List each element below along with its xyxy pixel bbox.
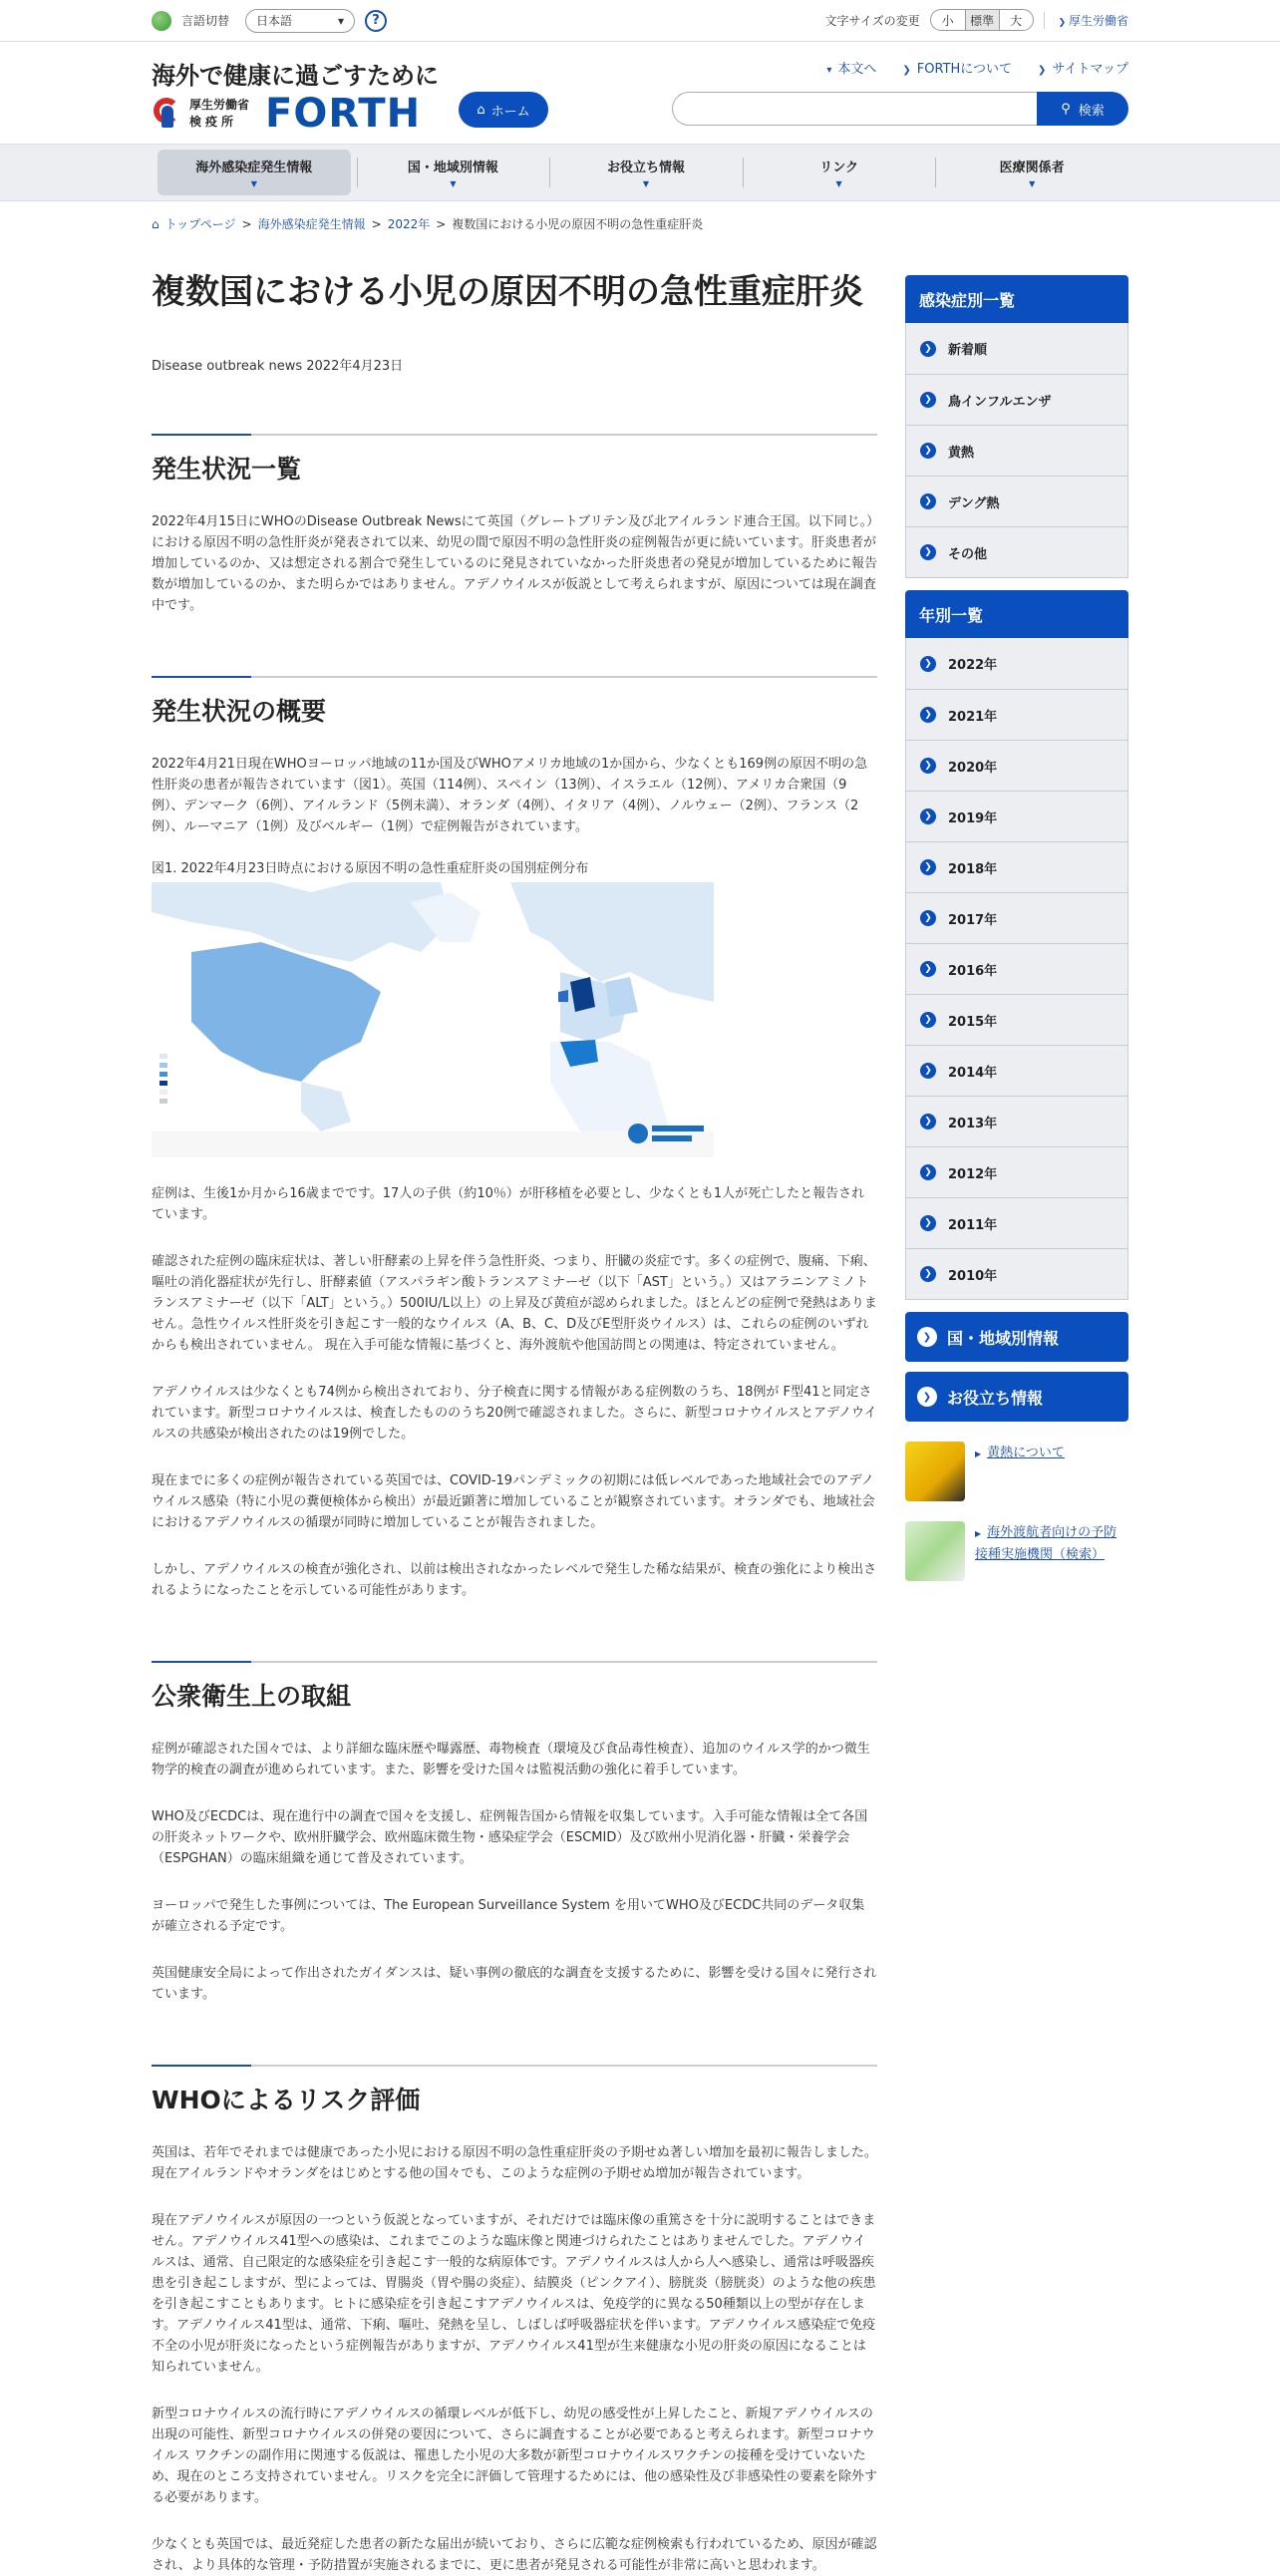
yellow-fever-thumbnail [905,1442,965,1501]
chevron-right-icon: ❯ [920,493,936,509]
chevron-right-icon: ❯ [920,1266,936,1282]
section-public-health-response [152,1661,877,2005]
breadcrumb-outbreak[interactable]: 海外感染症発生情報 [257,217,366,231]
gnav-country-info[interactable] [357,150,550,195]
font-size-switcher [930,9,1034,31]
section-heading: 発生状況一覧 [152,455,302,483]
sidebar-item-year[interactable] [906,740,1127,791]
breadcrumb-top[interactable]: トップページ [164,217,236,231]
section-who-risk-assessment [152,2065,877,2576]
section-paragraph: 2022年4月15日にWHOのDisease Outbreak Newsにて英国（グレートブリテン及び北アイルランド連合王国。以下同じ。）における原因不明の急性肝炎が発表されて以来、幼児の間で原因不明の急性肝炎の症例報告が更に続いています。肝炎患者が増加しているのか、又は想定される割合で発生しているのに発見されていなかった肝炎患者の発見が増加しているために報告数が増加しているのか、また明らかではありません。アデノウイルスが仮説として考えられますが、原因については現在調査中です。 [152,514,878,613]
section-paragraph: 少なくとも英国では、最近発症した患者の新たな届出が続いており、さらに広範な症例検索も行われているため、原因が確認され、より具体的な管理・予防措置が実施されるまでに、更に患者が発見される可能性が非常に高いと思われます。 [152,2537,877,2573]
section-paragraph: 症例は、生後1か月から16歳までです。17人の子供（約10％）が肝移植を必要とし、少なくとも1人が死亡したと報告されています。 [152,1186,865,1222]
sidebar-item-label: 2018年 [948,861,998,877]
sidebar-item-label: 2010年 [948,1268,998,1284]
world-map-image [152,882,714,1157]
sidebar-item-year[interactable] [906,689,1127,740]
vaccination-thumbnail [905,1521,965,1581]
chevron-down-icon: ▼ [450,179,457,188]
sidebar-item-disease[interactable] [906,526,1127,577]
sidebar-item-label: 黄熱 [948,445,975,461]
section-paragraph: 英国健康安全局によって作出されたガイダンスは、疑い事例の徹底的な調査を支援するために、影響を受ける国々に発行されています。 [152,1966,877,2002]
related-link-yellow-fever[interactable] [905,1442,1128,1501]
chevron-right-icon: ❯ [920,1063,936,1079]
sidebar-item-year[interactable] [906,1146,1127,1197]
sidebar-item-label: 2014年 [948,1065,998,1081]
gnav-links[interactable] [743,150,936,195]
chevron-right-icon: ❯ [920,656,936,672]
section-paragraph: 2022年4月21日現在WHOヨーロッパ地域の11か国及びWHOアメリカ地域の1か国から、少なくとも169例の原因不明の急性肝炎の患者が報告されています（図1）。英国（114例）、スペイン（13例）、イスラエル（12例）、アメリカ合衆国（9例）、デンマーク（6例）、アイルランド（5例未満）、オランダ（4例）、イタリア（4例）、ノルウェー（2例）、フランス（2例）、ルーマニア（1例）及びベルギー（1例）で症例報告がされています。 [152,757,868,834]
chevron-right-icon: ❯ [920,1012,936,1028]
sidebar-item-label: 2017年 [948,912,998,928]
chevron-right-icon: ❯ [920,544,936,560]
sidebar-item-label: 2012年 [948,1166,998,1182]
sidebar-item-year[interactable] [906,892,1127,943]
search-icon: ⚲ [1061,101,1071,117]
logo-org-line1: 厚生労働省 [189,98,250,112]
section-heading: 公衆衛生上の取組 [152,1682,352,1711]
section-heading: 発生状況の概要 [152,697,327,726]
font-size-label: 文字サイズの変更 [824,13,920,28]
breadcrumb-current: 複数国における小児の原因不明の急性重症肝炎 [452,217,704,231]
chevron-right-icon: ❯ [902,65,911,76]
header-links [826,58,1128,77]
gnav-label: リンク [819,161,858,175]
chevron-right-icon: ❯ [920,443,936,459]
font-size-large[interactable]: 大 [999,10,1033,30]
chevron-down-icon: ▾ [337,13,345,28]
search-button[interactable] [1037,92,1128,126]
chevron-down-icon: ▼ [250,179,257,188]
chevron-right-icon: ❯ [920,707,936,723]
chevron-right-icon: ❯ [917,1327,937,1347]
site-search [672,92,1128,126]
link-label: FORTHについて [916,62,1013,77]
section-paragraph: WHO及びECDCは、現在進行中の調査で国々を支援し、症例報告国から情報を収集しています。入手可能な情報は全て各国の肝炎ネットワークや、欧州肝臓学会、欧州臨床微生物・感染症学会（ESCMID）及び欧州小児消化器・肝臓・栄養学会（ESPGHAN）の臨床組織を通じて普及されています。 [152,1809,868,1866]
chevron-right-icon: ❯ [920,910,936,926]
globe-icon [152,11,171,31]
chevron-right-icon: ❯ [917,1387,937,1407]
sidebar-item-year[interactable] [906,841,1127,892]
home-button-label: ホーム [490,104,530,120]
section-paragraph: アデノウイルスは少なくとも74例から検出されており、分子検査に関する情報がある症例数のうち、18例が F型41と同定されています。新型コロナウイルスは、検査したもののうち20例で確認されました。さらに、新型コロナウイルスとアデノウイルスの共感染が検出されたのは19例でした。 [152,1385,877,1442]
site-header [0,42,1280,144]
language-select[interactable] [245,9,355,33]
article [152,269,877,2576]
gnav-medical[interactable] [935,150,1128,195]
sidebar-item-label: 鳥インフルエンザ [948,394,1052,410]
page-title: 複数国における小児の原因不明の急性重症肝炎 [152,272,863,312]
font-size-standard[interactable]: 標準 [965,10,999,30]
sidebar-item-label: 新着順 [948,343,988,358]
sidebar-item-label: 2021年 [948,709,998,725]
chevron-right-icon: ❯ [920,1114,936,1129]
quarantine-logo-icon [152,96,181,132]
gnav-label: お役立ち情報 [606,161,685,175]
triangle-right-icon: ▶ [975,1449,982,1458]
related-link-vaccination[interactable] [905,1521,1128,1581]
gnav-label: 医療関係者 [999,161,1065,175]
case-distribution-map [152,882,714,1157]
site-tagline: 海外で健康に過ごすために [152,62,439,90]
sidebar-heading-year: 年別一覧 [905,590,1128,638]
triangle-right-icon: ▶ [975,1529,982,1538]
global-nav [0,144,1280,201]
breadcrumb-separator: > [371,216,382,231]
font-size-small[interactable]: 小 [941,13,954,28]
section-paragraph: 現在までに多くの症例が報告されている英国では、COVID-19パンデミックの初期には低レベルであった地域社会でのアデノウイルス感染（特に小児の糞便検体から検出）が最近顕著に増加していることが観察されています。オランダでも、地域社会におけるアデノウイルスの循環が同時に増加していることが報告されました。 [152,1473,875,1530]
logo-org-name [189,97,249,131]
utility-bar [0,0,1280,42]
sidebar-item-disease[interactable] [906,323,1127,374]
home-icon: ⌂ [477,102,485,118]
mhlw-link-label: 厚生労働省 [1068,13,1128,28]
link-label: 本文へ [837,62,877,77]
chevron-right-icon: ❯ [1058,17,1069,28]
search-input[interactable] [672,92,1037,126]
sidebar-item-label: その他 [948,546,988,562]
sitemap-link[interactable] [1038,58,1128,77]
sidebar-item-disease[interactable] [906,425,1127,476]
logo-brand: FORTH [265,91,422,137]
breadcrumb-year[interactable]: 2022年 [387,217,431,231]
chevron-right-icon: ❯ [920,341,936,357]
button-label: お役立ち情報 [947,1388,1044,1408]
lang-label: 言語切替 [181,14,230,28]
sidebar-item-year[interactable] [906,943,1127,994]
sidebar-item-disease[interactable] [906,476,1127,526]
section-paragraph: 現在アデノウイルスが原因の一つという仮説となっていますが、それだけでは臨床像の重篤さを十分に説明することはできません。アデノウイルス41型への感染は、これまでこのような臨床像と関連づけられたことはありませんでした。アデノウイルスは、通常、自己限定的な感染症を引き起こす一般的な病原体です。アデノウイルスは人から人へ感染し、通常は呼吸器疾患を引き起こしますが、型によっては、胃腸炎（胃や腸の炎症）、結膜炎（ピンクアイ）、膀胱炎（膀胱炎）のような他の疾患を引き起こすこともあります。ヒトに感染症を引き起こすアデノウイルスは、免疫学的に異なる50種類以上の型が存在します。アデノウイルス41型は、通常、下痢、嘔吐、発熱を呈し、しばしば呼吸器症状を伴います。アデノウイルス感染症で免疫不全の小児が肝炎になったという症例報告がありますが、アデノウイルス41型が生来健康な小児の肝炎の原因になることは知られていません。 [152,2213,876,2375]
sidebar-item-year[interactable] [906,638,1127,689]
year-list [905,638,1128,1300]
disease-list [905,323,1128,578]
sidebar-item-year[interactable] [906,994,1127,1045]
sidebar-item-year[interactable] [906,1197,1127,1248]
useful-info-button[interactable] [905,1372,1128,1422]
sidebar-item-label: 2013年 [948,1116,998,1131]
section-heading: WHOによるリスク評価 [152,2086,421,2114]
chevron-right-icon: ❯ [920,392,936,408]
chevron-down-icon: ▼ [642,179,650,188]
breadcrumb [152,215,703,232]
button-label: 国・地域別情報 [947,1328,1060,1348]
section-paragraph: 新型コロナウイルスの流行時にアデノウイルスの循環レベルが低下し、幼児の感受性が上昇したこと、新規アデノウイルスの出現の可能性、新型コロナウイルスの併発の要因について、さらに調査することが必要であると考えられます。新型コロナウイルス ワクチンの副作用に関連する仮説は、罹患した小児の大多数が新型コロナウイルスワクチンの接種を受けていないため、現在のところ支持されていません。リスクを完全に評価して管理するためには、他の感染性及び非感染性の要素を除外する必要があります。 [152,2407,878,2505]
chevron-down-icon: ▾ [826,65,832,76]
chevron-right-icon: ❯ [1038,65,1047,76]
home-icon: ⌂ [152,216,160,231]
chevron-right-icon: ❯ [920,808,936,824]
skip-to-content-link[interactable] [826,58,876,77]
about-forth-link[interactable] [902,58,1012,77]
sidebar-item-label: 2016年 [948,963,998,979]
gnav-outbreak-info[interactable] [158,150,351,195]
chevron-right-icon: ❯ [920,1215,936,1231]
language-value: 日本語 [256,14,293,28]
breadcrumb-separator: > [241,216,252,231]
section-situation-summary [152,676,877,1601]
section-paragraph: 確認された症例の臨床症状は、著しい肝酵素の上昇を伴う急性肝炎、つまり、肝臓の炎症です。多くの症例で、腹痛、下痢、嘔吐の消化器症状が先行し、肝酵素値（アスパラギン酸トランスアミナーゼ（以下「AST」という。）又はアラニンアミノトランスアミナーゼ（以下「ALT」という。）500IU/L以上）の上昇及び黄疸が認められました。ほとんどの症例で発熱はありません。急性ウイルス性肝炎を引き起こす一般的なウイルス（A、B、C、D及びE型肝炎ウイルス）は、これらの症例のいずれからも検出されていません。 現在入手可能な情報に基づくと、海外渡航や他国訪問との関連は、特定されていません。 [152,1254,877,1353]
chevron-right-icon: ❯ [920,859,936,875]
mhlw-link[interactable] [1044,12,1128,29]
logo-org-line2: 検疫所 [189,115,238,129]
home-button[interactable] [459,92,548,128]
related-link-label[interactable]: 黄熱について [987,1446,1065,1460]
country-info-button[interactable] [905,1312,1128,1362]
gnav-label: 国・地域別情報 [407,161,498,175]
breadcrumb-separator: > [436,216,447,231]
sidebar [905,275,1128,1581]
sidebar-item-label: デング熱 [948,495,1000,511]
chevron-right-icon: ❯ [920,961,936,977]
gnav-label: 海外感染症発生情報 [195,161,313,175]
section-overview-list [152,434,877,616]
help-icon[interactable]: ? [365,10,387,32]
figure-caption: 図1. 2022年4月23日時点における原因不明の急性重症肝炎の国別症例分布 [152,861,589,876]
related-link-label[interactable]: 海外渡航者向けの予防接種実施機関（検索） [975,1525,1118,1562]
sidebar-item-year[interactable] [906,791,1127,841]
search-button-label: 検索 [1078,103,1105,119]
section-paragraph: しかし、アデノウイルスの検査が強化され、以前は検出されなかったレベルで発生した稀な結果が、検査の強化により検出されるようになったことを示している可能性があります。 [152,1562,877,1598]
chevron-down-icon: ▼ [835,179,842,188]
chevron-right-icon: ❯ [920,1164,936,1180]
sidebar-item-label: 2019年 [948,810,998,826]
section-paragraph: ヨーロッパで発生した事例については、The European Surveillance System を用いてWHO及びECDC共同のデータ収集が確立される予定です。 [152,1898,865,1934]
sidebar-item-year[interactable] [906,1045,1127,1096]
sidebar-item-disease[interactable] [906,374,1127,425]
article-meta: Disease outbreak news 2022年4月23日 [152,359,404,374]
sidebar-item-label: 2011年 [948,1217,998,1233]
sidebar-item-label: 2015年 [948,1014,998,1030]
sidebar-heading-disease: 感染症別一覧 [905,275,1128,323]
sidebar-item-label: 2020年 [948,760,998,776]
sidebar-item-label: 2022年 [948,658,998,673]
sidebar-item-year[interactable] [906,1096,1127,1146]
site-logo[interactable] [152,91,422,137]
gnav-useful-info[interactable] [549,150,743,195]
sidebar-item-year[interactable] [906,1248,1127,1299]
chevron-down-icon: ▼ [1029,179,1036,188]
section-paragraph: 英国は、若年でそれまでは健康であった小児における原因不明の急性重症肝炎の予期せぬ著しい増加を最初に報告しました。現在アイルランドやオランダをはじめとする他の国々でも、このような症例の予期せぬ増加が報告されています。 [152,2145,877,2181]
chevron-right-icon: ❯ [920,758,936,774]
section-paragraph: 症例が確認された国々では、より詳細な臨床歴や曝露歴、毒物検査（環境及び食品毒性検査）、追加のウイルス学的かつ微生物学的検査の調査が進められています。また、影響を受けた国々は監視活動の強化に着手しています。 [152,1742,870,1777]
link-label: サイトマップ [1052,62,1128,77]
